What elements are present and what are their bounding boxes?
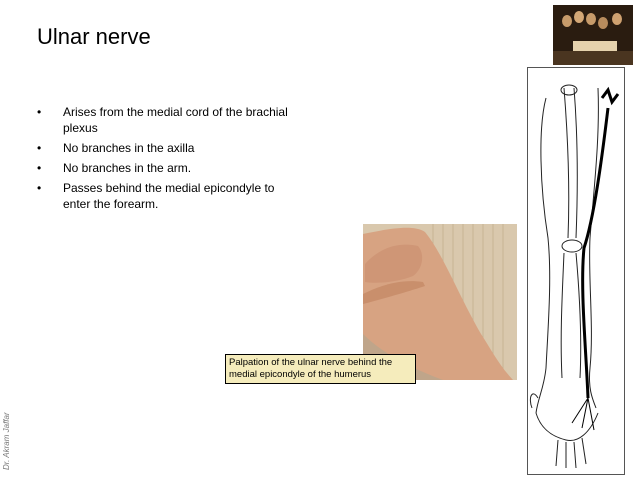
bullet-text: Passes behind the medial epicondyle to enter the forearm. <box>63 181 275 211</box>
bullet-marker: • <box>37 105 42 119</box>
painting-drawing <box>553 5 633 65</box>
bullet-item <box>37 104 297 136</box>
bullet-text: No branches in the axilla <box>63 141 195 155</box>
author-credit: Dr. Akram Jaffar <box>2 412 11 470</box>
bullet-text: No branches in the arm. <box>63 161 192 175</box>
anatomy-lesson-painting <box>553 5 633 65</box>
bullet-marker: • <box>37 141 42 155</box>
bullet-item <box>37 180 297 212</box>
bullet-text: Arises from the medial cord of the brachial plexus <box>63 105 288 135</box>
arm-diagram-drawing <box>528 68 624 474</box>
slide-title: Ulnar nerve <box>37 24 151 49</box>
bullet-marker: • <box>37 161 42 175</box>
bullet-item <box>37 140 297 156</box>
bullet-list <box>37 104 297 216</box>
bullet-item <box>37 160 297 176</box>
arm-nerve-diagram <box>527 67 625 475</box>
bullet-marker: • <box>37 181 42 195</box>
photo-caption: Palpation of the ulnar nerve behind the medial epicondyle of the humerus <box>225 354 416 384</box>
